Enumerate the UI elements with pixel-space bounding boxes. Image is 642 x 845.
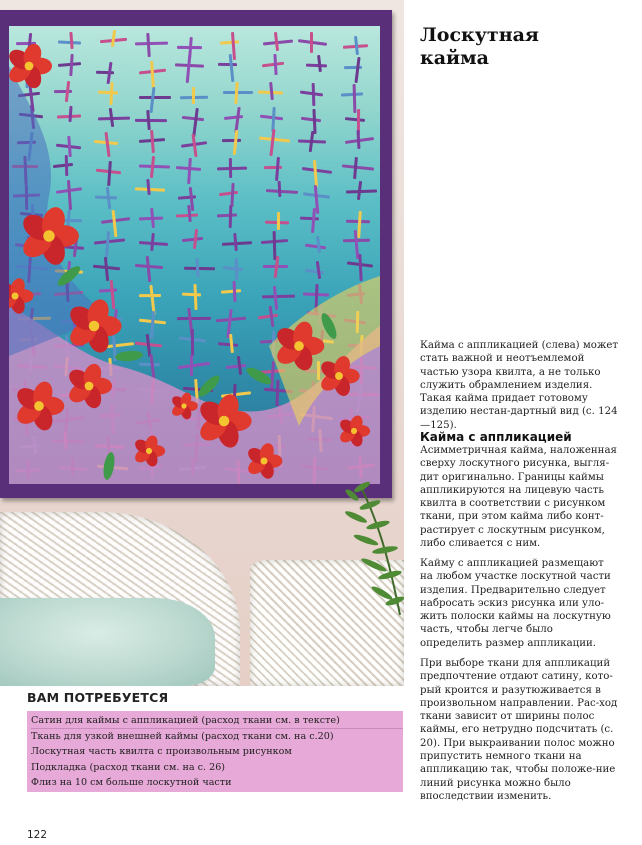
materials-item: Флиз на 10 см больше лоскутной части	[31, 776, 232, 788]
materials-item: Сатин для каймы с аппликацией (расход ткани см. в тексте)	[31, 713, 403, 729]
materials-heading: ВАМ ПОТРЕБУЕТСЯ	[27, 690, 169, 705]
quilt-with-applique-border	[0, 10, 392, 498]
fern-plant	[340, 425, 404, 615]
green-leaf	[115, 350, 144, 362]
mint-pillow	[0, 598, 215, 686]
materials-item: Подкладка (расход ткани см. на с. 26)	[31, 761, 226, 773]
body-paragraph: При выборе ткани для аппликаций предпочтение отдают сатину, кото-рый кроится и разутюживается в произвольном направлении. Рас-ход ткани зависит от ширины полос каймы, его нетрудно подсчитать (с. 20). При выкраивании полос можно припустить немного ткани на аппликацию так, чтобы положе-ние линий рисунка можно было впоследствии изменить.	[420, 658, 618, 802]
materials-list	[27, 711, 403, 792]
green-leaf	[244, 365, 273, 388]
materials-item: Ткань для узкой внешней каймы (расход ткани см. на с.20)	[31, 731, 334, 743]
section-heading: Кайма с аппликацией	[420, 430, 572, 444]
quilt-flower-applique	[9, 26, 380, 484]
materials-box	[27, 690, 403, 792]
page-number: 122	[27, 829, 48, 841]
green-leaf	[196, 373, 223, 400]
quilt-patchwork-area	[9, 26, 380, 484]
page-title	[420, 24, 539, 70]
body-paragraph: Асимметричная кайма, наложенная сверху лоскутного рисунка, выгля-дит оригинально. Границы каймы аппликируются на лицевую часть квилта в соответствии с рисунком ткани, при этом кайма либо конт-растирует с лоскутным рисунком, либо сливается с ним.	[420, 445, 617, 550]
page-title-line-2: кайма	[420, 47, 489, 69]
page-title-line-1: Лоскутная	[420, 24, 539, 46]
body-paragraph: Кайму с аппликацией размещают на любом участке лоскутной части изделия. Предварительно следует набросать эскиз рисунка или уло-жить полоски каймы на лоскутную часть, чтобы легче было определить размер аппликации.	[420, 558, 611, 649]
materials-item: Лоскутная часть квилта с произвольным рисунком	[31, 746, 292, 758]
intro-caption: Кайма с аппликацией (слева) может стать важной и неотъемлемой частью узора квилта, а не только служить обрамлением изделия. Такая кайма придает готовому изделию нестан-дартный вид (с. 124—125).	[420, 340, 618, 431]
